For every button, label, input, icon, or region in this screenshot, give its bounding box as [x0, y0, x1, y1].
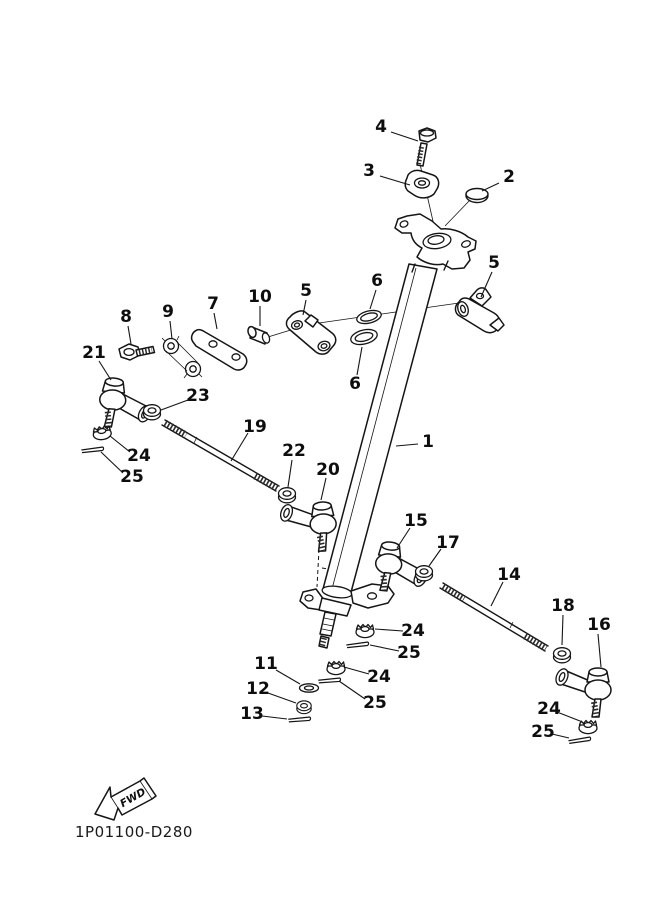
- handlebar-bracket: [395, 214, 476, 272]
- diagram-code: 1P01100-D280: [75, 823, 193, 841]
- part-callout-2: 2: [503, 167, 515, 187]
- leader-line-4: [391, 132, 418, 141]
- castle-nut-24: [579, 721, 597, 734]
- cotter-pin-25: [346, 639, 369, 650]
- leader-line-9: [170, 321, 172, 339]
- castle-nut-24: [356, 625, 374, 638]
- tie-rod-end-20: [278, 500, 338, 553]
- part-callout-14: 14: [497, 565, 521, 585]
- leader-line-8: [128, 326, 131, 344]
- bar-7: [192, 330, 247, 370]
- leader-line-1: [396, 444, 418, 446]
- bearing-housing-5: [455, 288, 504, 333]
- leader-line-7: [214, 313, 217, 329]
- part-callout-24: 24: [537, 699, 561, 719]
- washer-11: [300, 684, 319, 692]
- ring-6-upper: [355, 308, 382, 326]
- nut-18: [554, 648, 571, 663]
- leader-line-6: [357, 347, 362, 375]
- fwd-label: FWD: [118, 785, 148, 811]
- ring-6-lower: [349, 327, 379, 347]
- leader-line-14: [491, 582, 503, 606]
- part-callout-24: 24: [367, 667, 391, 687]
- callout-layer: [82, 117, 611, 742]
- part-callout-24: 24: [127, 446, 151, 466]
- leader-line-24: [344, 667, 369, 674]
- nut-23: [144, 405, 161, 420]
- part-callout-16: 16: [587, 615, 611, 635]
- part-callout-21: 21: [82, 343, 106, 363]
- part-callout-25: 25: [531, 722, 555, 742]
- cap-2: [466, 189, 488, 203]
- part-callout-7: 7: [207, 294, 219, 314]
- castle-nut-24: [92, 425, 112, 440]
- cotter-pin-25: [81, 444, 104, 455]
- part-callout-13: 13: [240, 704, 264, 724]
- part-callout-1: 1: [422, 432, 434, 452]
- bolt-4: [417, 128, 436, 166]
- part-callout-20: 20: [316, 460, 340, 480]
- leader-line-22: [288, 460, 292, 487]
- steering-arm-5: [286, 311, 335, 354]
- leader-line-13: [262, 716, 287, 719]
- shaft-splined-end: [319, 612, 336, 648]
- leader-line-11: [276, 670, 300, 684]
- part-callout-5: 5: [300, 281, 312, 301]
- part-callout-9: 9: [162, 302, 174, 322]
- leader-line-25: [339, 681, 365, 699]
- part-callout-25: 25: [120, 467, 144, 487]
- part-callout-23: 23: [186, 386, 210, 406]
- part-callout-11: 11: [254, 654, 278, 674]
- leader-line-20: [321, 478, 326, 500]
- part-callout-8: 8: [120, 307, 132, 327]
- bolt-8: [119, 344, 155, 360]
- part-callout-18: 18: [551, 596, 575, 616]
- part-callout-5: 5: [488, 253, 500, 273]
- leader-line-19: [231, 433, 248, 461]
- leader-line-21: [99, 361, 111, 380]
- leader-line-12: [268, 693, 296, 703]
- cotter-pin-13: [288, 713, 311, 725]
- tie-rod-end-16: [554, 667, 611, 717]
- part-callout-3: 3: [363, 161, 375, 181]
- part-callout-22: 22: [282, 441, 306, 461]
- nut-12: [297, 701, 311, 714]
- part-callout-12: 12: [246, 679, 270, 699]
- leader-line-16: [598, 634, 601, 667]
- leader-line-18: [562, 615, 563, 645]
- clamp-3: [405, 170, 438, 198]
- part-callout-19: 19: [243, 417, 267, 437]
- leader-line-24: [375, 629, 403, 631]
- leader-line-6: [370, 290, 376, 309]
- nut-22: [279, 488, 296, 503]
- part-callout-4: 4: [375, 117, 387, 137]
- part-callout-6: 6: [371, 271, 383, 291]
- part-callout-15: 15: [404, 511, 428, 531]
- cotter-pin-25: [318, 674, 341, 686]
- tie-rod-14: [440, 583, 548, 651]
- part-callout-25: 25: [397, 643, 421, 663]
- collar-10: [247, 326, 271, 344]
- nut-17: [416, 566, 433, 581]
- part-callout-24: 24: [401, 621, 425, 641]
- part-callout-10: 10: [248, 287, 272, 307]
- leader-line-25: [370, 645, 399, 651]
- part-callout-17: 17: [436, 533, 460, 553]
- part-callout-25: 25: [363, 693, 387, 713]
- fwd-arrow: [95, 778, 156, 820]
- tie-rod-end-21: [97, 377, 155, 431]
- leader-line-2: [482, 183, 499, 191]
- part-callout-6: 6: [349, 374, 361, 394]
- cotter-pin-25: [568, 735, 591, 746]
- leader-line-15: [397, 528, 410, 548]
- leader-line-23: [161, 400, 188, 410]
- castle-nut-24: [327, 662, 345, 675]
